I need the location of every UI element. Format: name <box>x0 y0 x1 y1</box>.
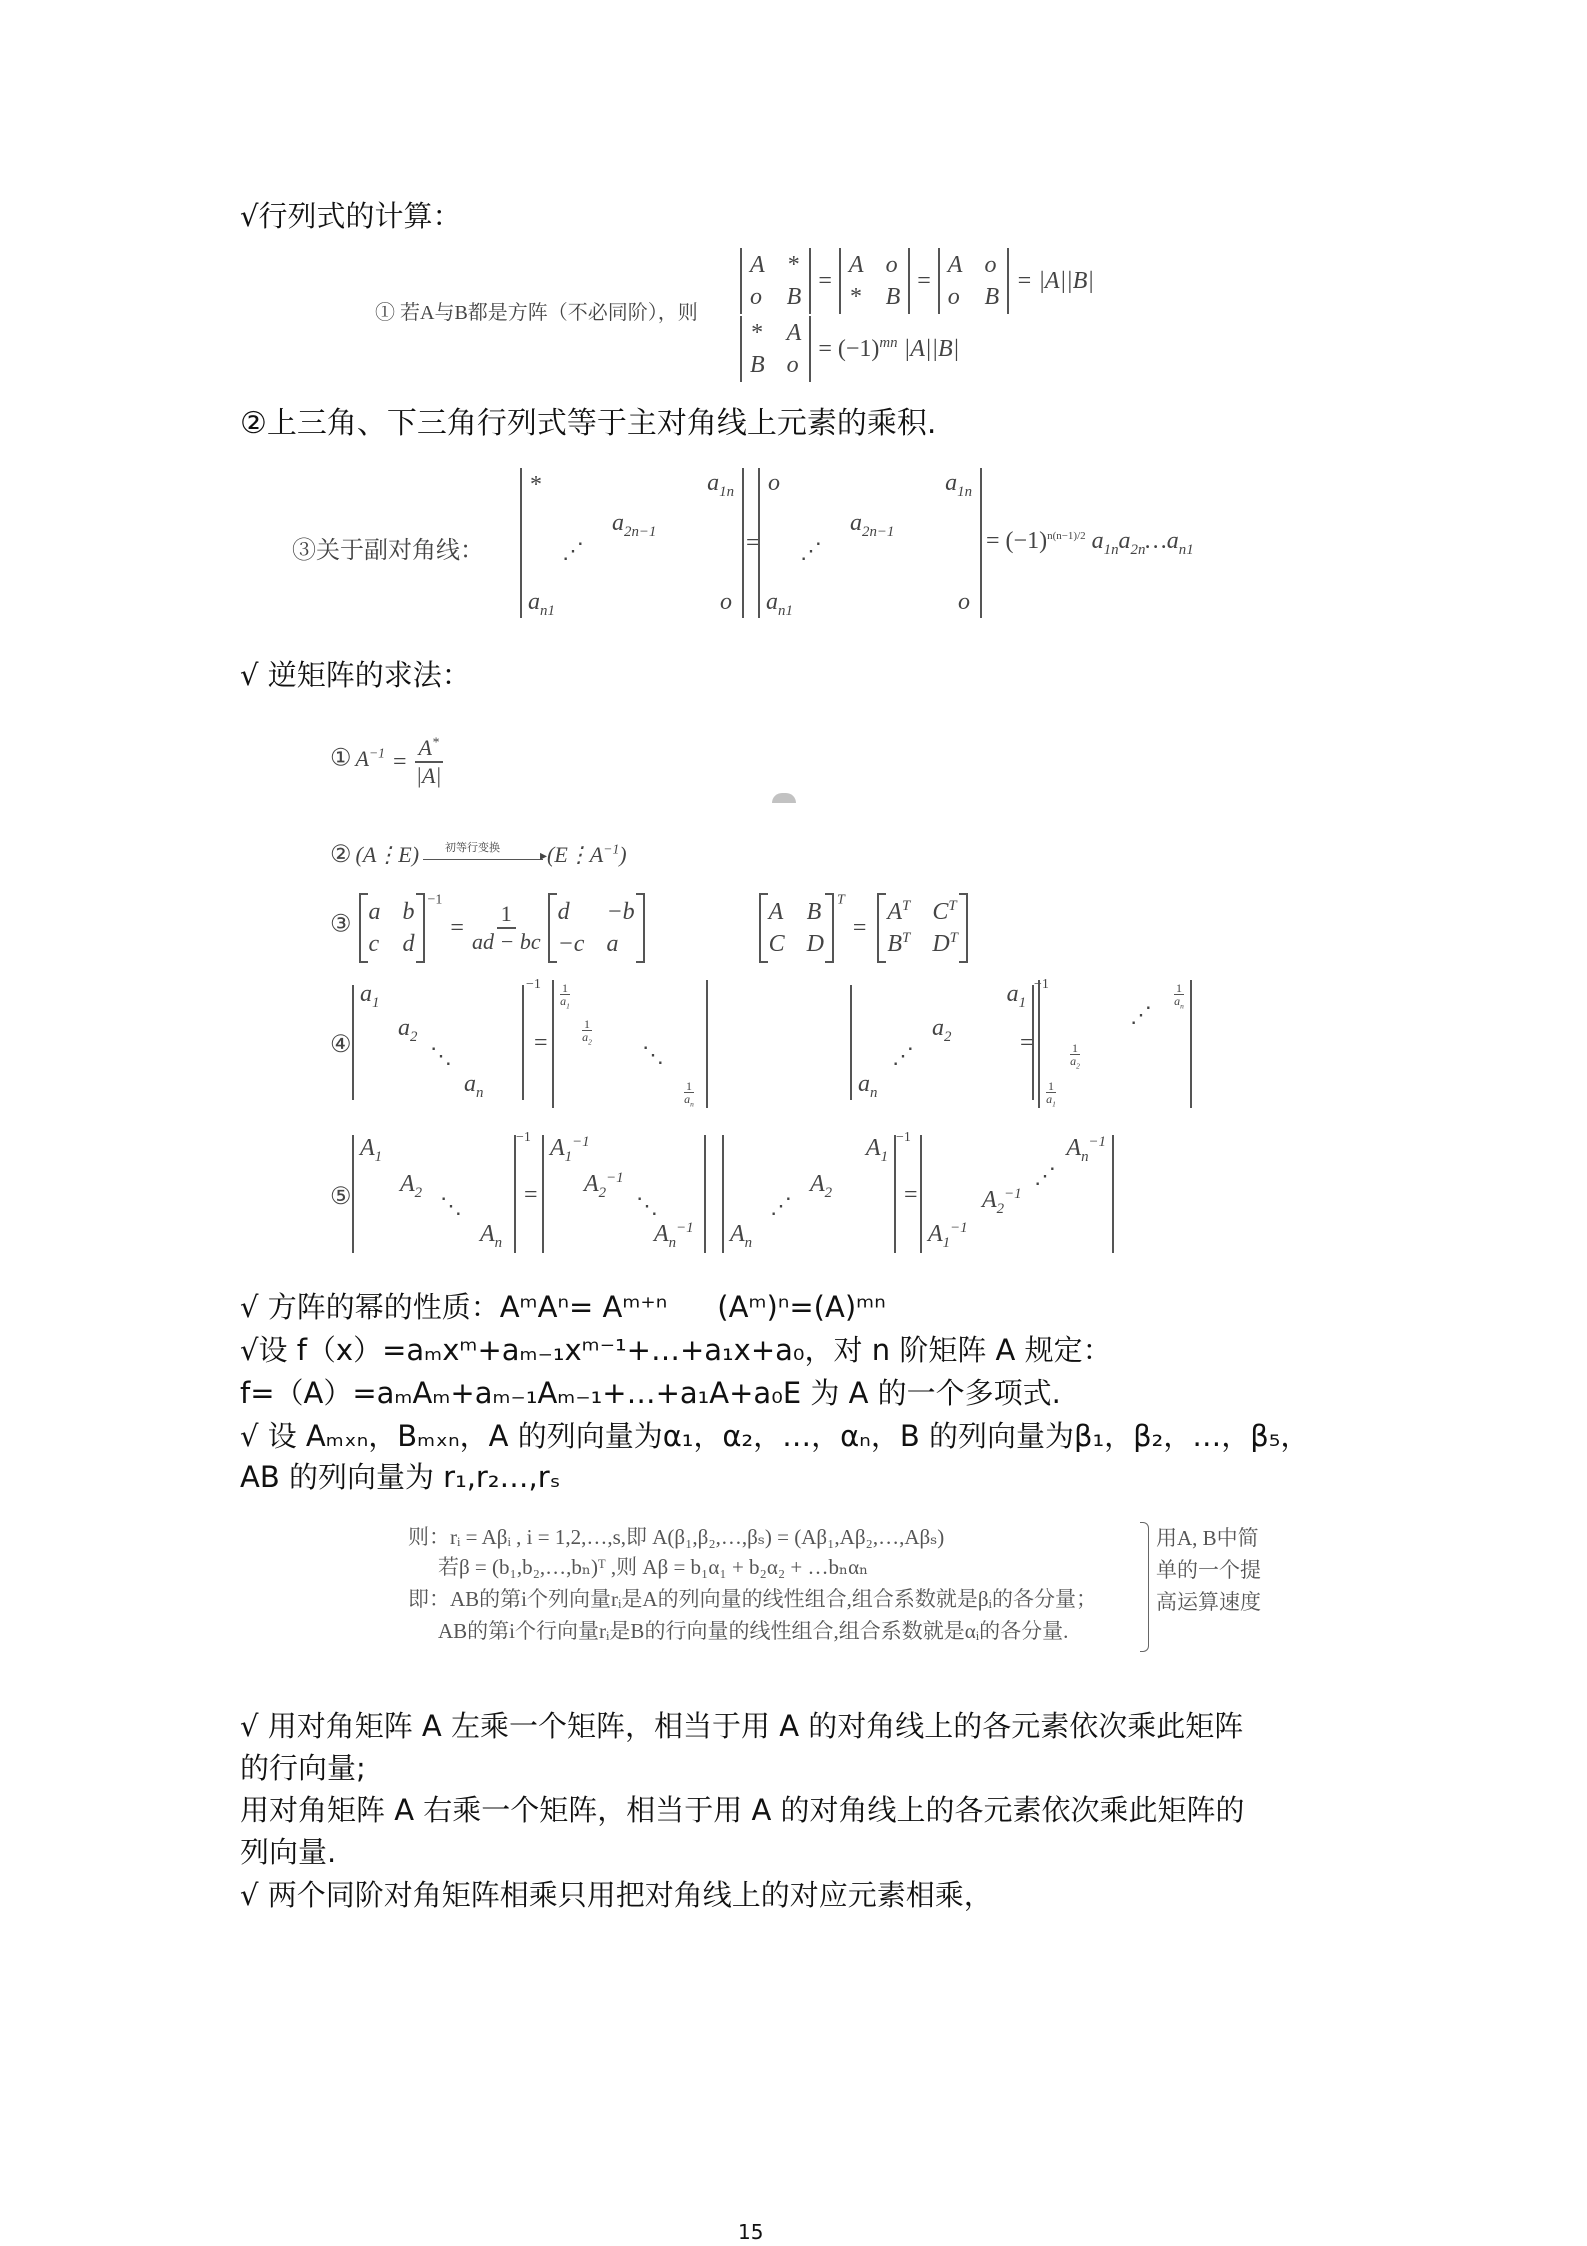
formula-inverse-diagonal: ④ $a_1$ $a_2$ ⋱ $a_n$ −1 = 1 $a_1$ 1 $a_2$ ⋱ 1 $a_n$ $a_1$ $a_2$ ⋰ $a_n$ −1 = 1 $a_n$ ⋰ 1 $a_2$ 1 $a_1$ <box>330 975 1210 1115</box>
text-polynomial-def: √设 f（x）=aₘxᵐ+aₘ₋₁xᵐ⁻¹+…+a₁x+a₀，对 n 阶矩阵 A 规定： <box>240 1333 1112 1367</box>
box-line-3: 即：AB的第i个列向量rᵢ是A的列向量的线性组合,组合系数就是βᵢ的各分量； <box>408 1587 1097 1611</box>
formula-inverse-2x2: ③ a b c d $^{-1}$ = $\frac{1}{ad - bc}$ d −b −c a A B C D $^T$ = $A^T$ $C^T$ $B^T$ $D^T$ <box>330 893 971 963</box>
block-diag-inverse-matrix: $A_1^{-1}$ $A_2^{-1}$ ⋱ $A_n^{-1}$ <box>542 1135 706 1253</box>
text-right-multiply: 用对角矩阵 A 右乘一个矩阵，相当于用 A 的对角线上的各元素依次乘此矩阵的 <box>240 1793 1245 1827</box>
page-number: 15 <box>738 2220 764 2244</box>
block-antidiag-inverse-matrix: $A_n^{-1}$ ⋰ $A_2^{-1}$ $A_1^{-1}$ <box>920 1135 1114 1253</box>
power-formula-2: (Aᵐ)ⁿ=(A)ᵐⁿ <box>717 1290 886 1324</box>
text-matrix-power <box>240 1287 886 1327</box>
matrix-2: o $a_{1n}$ $a_{2n-1}$ ⋰ $a_{n1}$ o <box>758 468 982 618</box>
formula-inverse-adjugate: ① $A^{-1}$ = $\frac{A^*}{|A|}$ <box>330 734 442 788</box>
text-column-vectors: √ 设 Aₘₓₙ，Bₘₓₙ，A 的列向量为α₁，α₂，…，αₙ，B 的列向量为β₁，β₂，…，β₅， <box>240 1419 1310 1453</box>
side-note-line: 高运算速度 <box>1156 1590 1261 1614</box>
formula-label: ③关于副对角线： <box>292 538 484 564</box>
formula-inverse-block-diagonal: ⑤ $A_1$ $A_2$ ⋱ $A_n$ −1 = $A_1^{-1}$ $A_2^{-1}$ ⋱ $A_n^{-1}$ $A_1$ $A_2$ ⋰ $A_n$ −1 = $A_n^{-1}$ ⋰ $A_2^{-1}$ $A_1^{-1}$ <box>330 1130 1210 1265</box>
text-diagonal-product: √ 两个同阶对角矩阵相乘只用把对角线上的对应元素相乘， <box>240 1878 993 1912</box>
box-line-1: 则：rᵢ = Aβᵢ , i = 1,2,…,s,即 A(β₁,β₂,…,βₛ) = (Aβ₁,Aβ₂,…,Aβₛ) <box>408 1525 945 1549</box>
block-antidiag-matrix: $A_1$ $A_2$ ⋰ $A_n$ <box>722 1135 896 1253</box>
power-label: √ 方阵的幂的性质： <box>240 1290 500 1324</box>
matrix-1: * $a_{1n}$ $a_{2n-1}$ ⋰ $a_{n1}$ o <box>520 468 744 618</box>
text-ab-column-vectors: AB 的列向量为 r₁,r₂…,rₛ <box>240 1460 561 1494</box>
block-diag-matrix: $A_1$ $A_2$ ⋱ $A_n$ <box>352 1135 516 1253</box>
text-triangular-det: ②上三角、下三角行列式等于主对角线上元素的乘积. <box>240 406 937 441</box>
scan-artifact <box>772 793 796 803</box>
text-left-multiply-cont: 的行向量; <box>240 1751 366 1785</box>
antidiag-inverse-matrix: 1 $a_n$ ⋰ 1 $a_2$ 1 $a_1$ <box>1038 980 1192 1108</box>
arrow-label: 初等行变换 <box>445 841 501 854</box>
power-formula-1: AᵐAⁿ= Aᵐ⁺ⁿ <box>499 1290 668 1324</box>
side-note-line: 用A, B中简 <box>1156 1526 1259 1550</box>
diag-matrix: $a_1$ $a_2$ ⋱ $a_n$ <box>352 985 514 1100</box>
det-row-1: A * o B = A o * B = A o o B = |A||B| <box>737 248 1098 314</box>
box-line-2: 若β = (b₁,b₂,…,bₙ)ᵀ ,则 Aβ = b₁α₁ + b₂α₂ + …bₙαₙ <box>438 1555 869 1579</box>
side-note <box>1156 1522 1261 1618</box>
det-row-2: * A B o = $(-1)^{mn}$ |A||B| <box>737 316 963 382</box>
formula-inverse-row-reduction: ② (A⋮E) 初等行变换 ▸ $(E⋮A^{-1})$ <box>330 840 627 869</box>
text-polynomial-matrix: f=（A）=aₘAₘ+aₘ₋₁Aₘ₋₁+…+a₁A+a₀E 为 A 的一个多项式. <box>240 1376 1061 1410</box>
formula-label: ① 若A与B都是方阵（不必同阶），则 <box>375 302 698 324</box>
heading-determinant: √行列式的计算： <box>240 199 462 233</box>
formula-column-combination-box <box>408 1522 1278 1652</box>
box-line-4: AB的第i个行向量rᵢ是B的行向量的线性组合,组合系数就是αᵢ的各分量. <box>438 1619 1069 1643</box>
formula-anti-diagonal-det: ③关于副对角线： * $a_{1n}$ $a_{2n-1}$ ⋰ $a_{n1}$ o = o $a_{1n}$ $a_{2n-1}$ ⋰ $a_{n1}$ o = $(-1)^{n(n-1)/2}$ $a_{1n}a_{2n}\dots a_{n1}$ <box>292 470 1194 619</box>
side-note-line: 单的一个提 <box>1156 1558 1261 1582</box>
text-right-multiply-cont: 列向量. <box>240 1835 337 1869</box>
diag-inverse-matrix: 1 $a_1$ 1 $a_2$ ⋱ 1 $a_n$ <box>552 980 708 1108</box>
heading-inverse: √ 逆矩阵的求法： <box>240 658 471 692</box>
formula-det-block-triangular <box>375 248 1095 383</box>
text-left-multiply: √ 用对角矩阵 A 左乘一个矩阵，相当于用 A 的对角线上的各元素依次乘此矩阵 <box>240 1709 1244 1743</box>
antidiag-matrix: $a_1$ $a_2$ ⋰ $a_n$ <box>850 985 1034 1100</box>
brace <box>1140 1522 1149 1652</box>
